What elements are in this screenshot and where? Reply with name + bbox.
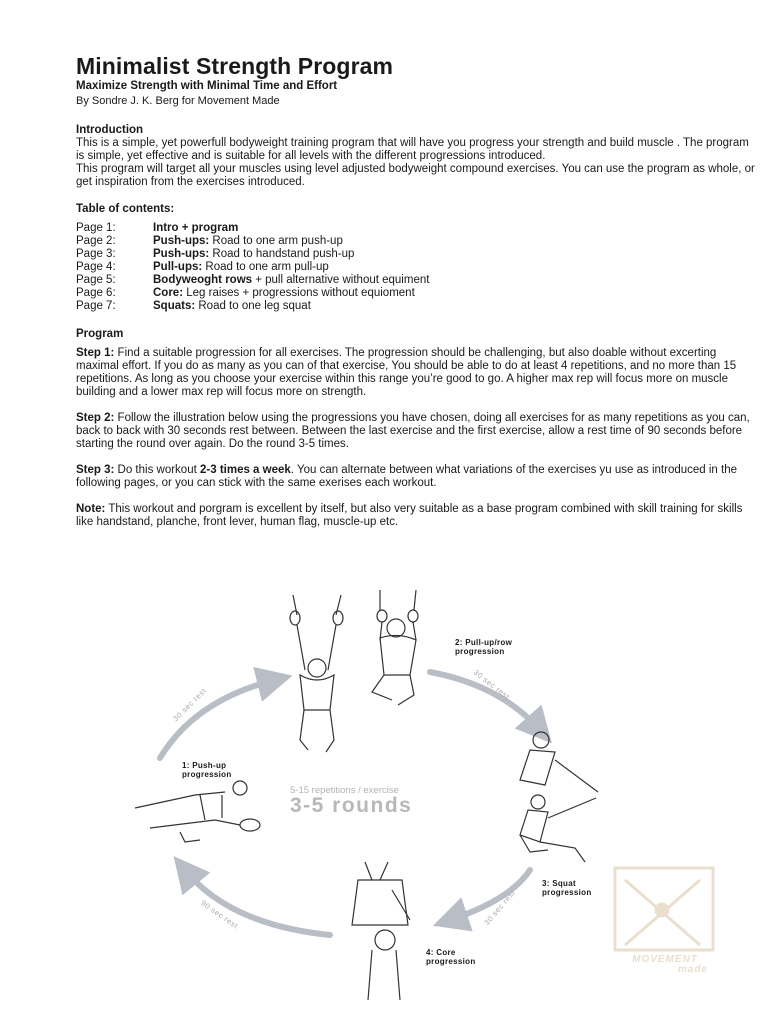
document-page (76, 52, 756, 529)
reps-caption: 5-15 repetitions / exercise (290, 785, 399, 796)
toc-topic: Squats: (153, 300, 196, 312)
toc-topic: Push-ups: (153, 235, 210, 247)
intro-heading: Introduction (76, 124, 144, 136)
rounds-caption: 3-5 rounds (290, 794, 413, 817)
step-3-frequency: 2-3 times a week (200, 464, 291, 476)
toc-row (76, 287, 756, 300)
rest-label-2: 30 sec rest (471, 667, 512, 702)
pushup-figure-icon (135, 781, 260, 842)
toc-page: Page 3: (76, 248, 116, 260)
toc-page: Page 4: (76, 261, 116, 273)
step-2-text: Follow the illustration below using the progressions you have chosen, doing all exercises for as many repetitions as you can, back to back with 30 seconds rest between. Between the last exercise and the first exercise, allow a rest time of 90 seconds before starting the round over again. Do the round 3-5 times. (76, 412, 750, 450)
pullup-figure-icon (372, 590, 418, 705)
step-1-text: Find a suitable progression for all exercises. The progression should be challenging, but also doable without excerting maximal effort. If you do as many as you can of that exercise, You should be able to do at least 4 repetitions, and no more than 15 repetitions. As long as you choose your exercise within this range you’re good to go. A higher max rep will focus more on muscle building and a lower max rep will focus more on strength. (76, 347, 737, 398)
step-3 (76, 464, 756, 490)
intro-paragraph-2: This program will target all your muscles using level adjusted bodyweight compound exercises. You can use the program as whole, or get inspiration from the exercises introduced. (76, 163, 755, 188)
intro-paragraph-1: This is a simple, yet powerfull bodyweight training program that will have you progress your strength and build muscle . The program is simple, yet effective and is suitable for all levels with the different progressions introduced. (76, 137, 749, 162)
rest-label-3: 30 sec rest (482, 888, 518, 927)
toc-topic: Pull-ups: (153, 261, 203, 273)
note-text: This workout and porgram is excellent by itself, but also very suitable as a base program combined with skill training for skills like handstand, planche, front lever, human flag, muscle-up etc. (76, 503, 743, 528)
toc-row (76, 235, 756, 248)
toc-page: Page 2: (76, 235, 116, 247)
toc-row (76, 300, 756, 313)
toc-desc: Road to one arm push-up (209, 235, 343, 247)
logo-wordmark: MOVEMENT made (632, 954, 708, 975)
step-1 (76, 347, 756, 399)
table-of-contents (76, 222, 756, 313)
toc-page: Page 7: (76, 300, 116, 312)
note-label: Note: (76, 503, 106, 515)
toc-row (76, 248, 756, 261)
toc-page: Page 1: (76, 222, 116, 234)
squat-figure-icon (520, 732, 598, 862)
step-2-label: Step 2: (76, 412, 115, 424)
label-squat: 3: Squat progression (542, 879, 592, 897)
toc-row (76, 274, 756, 287)
toc-desc: + pull alternative without equiment (252, 274, 430, 286)
program-heading: Program (76, 328, 124, 340)
toc-heading: Table of contents: (76, 203, 175, 215)
label-pushup: 1: Push-up progression (182, 761, 232, 779)
toc-desc: Road to one leg squat (195, 300, 311, 312)
toc-page: Page 6: (76, 287, 116, 299)
rest-label-1: 30 sec rest (171, 686, 209, 723)
page-subtitle: Maximize Strength with Minimal Time and Effort (76, 80, 338, 92)
label-core: 4: Core progression (426, 948, 476, 966)
step-1-label: Step 1: (76, 347, 115, 359)
toc-topic: Push-ups: (153, 248, 210, 260)
step-3-label: Step 3: (76, 464, 115, 476)
byline: By Sondre J. K. Berg for Movement Made (76, 95, 280, 107)
hanging-figure-icon (290, 595, 343, 752)
toc-topic: Bodyweoght rows (153, 274, 253, 286)
toc-desc: Road to one arm pull-up (202, 261, 329, 273)
core-figure-icon (352, 862, 410, 1000)
toc-topic: Intro + program (153, 222, 239, 234)
label-pullup-row: 2: Pull-up/row progression (455, 638, 513, 656)
toc-desc: Leg raises + progressions without equioment (183, 287, 415, 299)
step-3-text-b: . You can alternate between what variations of the exercises yu use as introduced in the following pages, or you can stick with the same exerises each workout. (76, 464, 738, 489)
note (76, 503, 756, 529)
movement-made-logo-icon (615, 868, 713, 950)
step-2 (76, 412, 756, 451)
toc-topic: Core: (153, 287, 184, 299)
rest-label-4: 90 sec rest (199, 898, 240, 931)
toc-page: Page 5: (76, 274, 116, 286)
step-3-text-a: Do this workout (114, 464, 200, 476)
page-title: Minimalist Strength Program (76, 53, 394, 79)
toc-desc: Road to handstand push-up (209, 248, 355, 260)
toc-row (76, 261, 756, 274)
toc-row (76, 222, 756, 235)
workout-circuit-diagram (0, 580, 768, 1024)
